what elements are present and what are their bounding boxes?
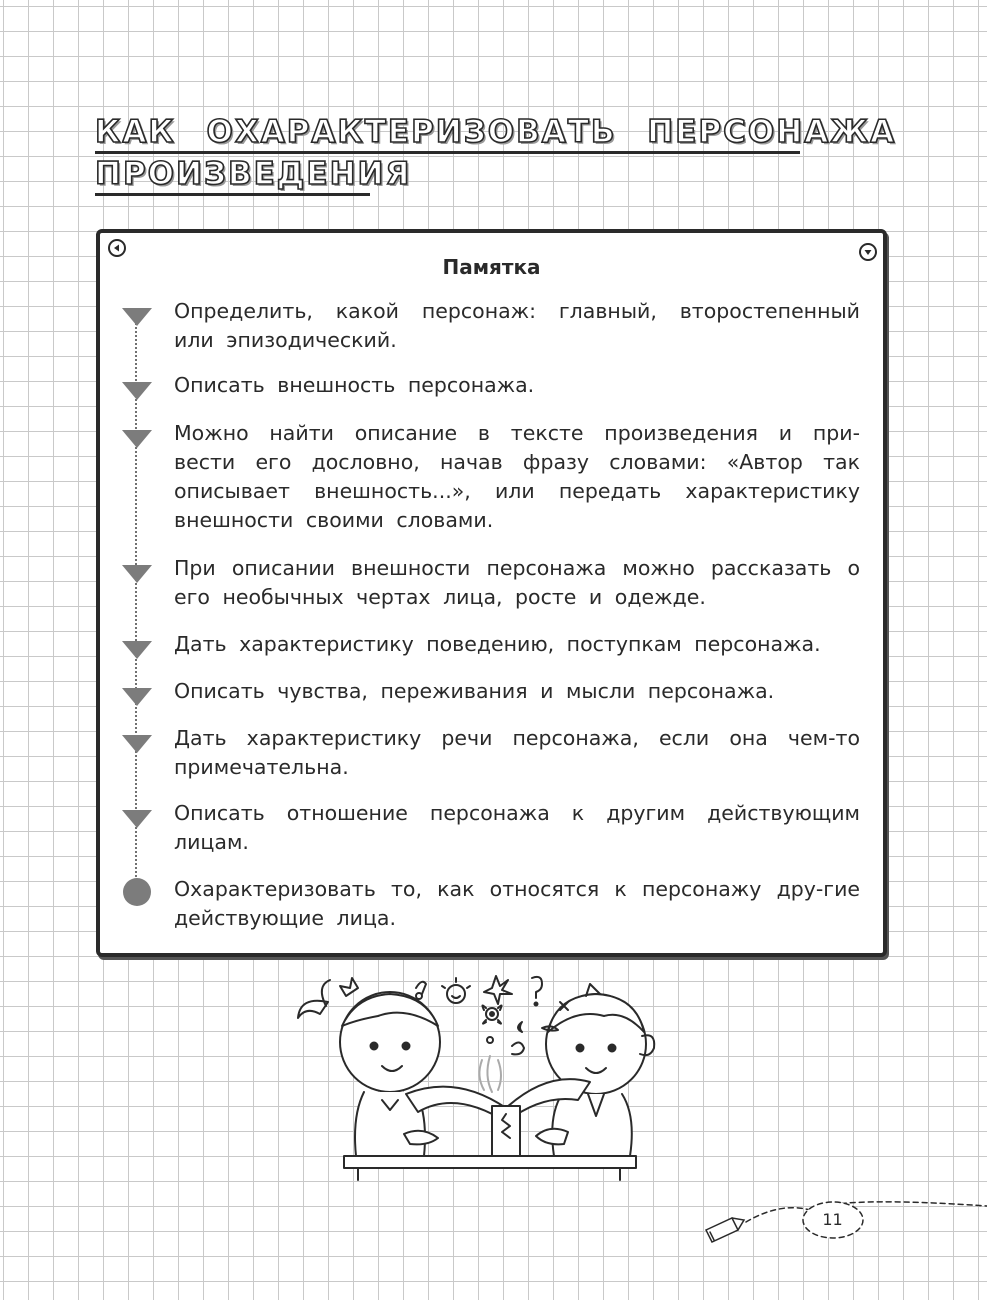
list-item: Охарактеризовать то, как относятся к персонажу дру-гие действующие лица. — [174, 877, 860, 930]
triangle-bullet-icon — [122, 810, 152, 828]
list-item: Определить, какой персонаж: главный, второстепенный или эпизодический. — [174, 299, 860, 352]
memo-card — [96, 229, 887, 957]
list-item: Описать чувства, переживания и мысли персонажа. — [174, 679, 775, 703]
list-item: Описать внешность персонажа. — [174, 373, 535, 397]
list-item: Можно найти описание в тексте произведения и при-вести его дословно, начав фразу словами: «Автор так описывает внешность...», или передать характеристику внешности своими словами. — [174, 421, 860, 532]
triangle-bullet-icon — [122, 688, 152, 706]
triangle-bullet-icon — [122, 641, 152, 659]
triangle-bullet-icon — [122, 430, 152, 448]
list-item: При описании внешности персонажа можно рассказать о его необычных чертах лица, росте и одежде. — [174, 556, 860, 609]
circle-bullet-icon — [123, 878, 151, 906]
triangle-bullet-icon — [122, 565, 152, 583]
triangle-bullet-icon — [122, 382, 152, 400]
memo-heading: Памятка — [442, 255, 541, 279]
list-item: Дать характеристику речи персонажа, если она чем-то примечательна. — [174, 726, 860, 779]
triangle-bullet-icon — [122, 308, 152, 326]
triangle-bullet-icon — [122, 735, 152, 753]
page-title — [95, 112, 897, 194]
page-number: 11 — [822, 1210, 843, 1229]
list-item: Описать отношение персонажа к другим действующим лицам. — [174, 801, 860, 854]
list-item: Дать характеристику поведению, поступкам персонажа. — [174, 632, 821, 656]
pencil-icon — [706, 1218, 744, 1242]
page-title-line-1: КАК ОХАРАКТЕРИЗОВАТЬ ПЕРСОНАЖА — [95, 112, 805, 152]
children-reading-book-illustration — [286, 966, 690, 1188]
page-title-line-2: ПРОИЗВЕДЕНИЯ — [95, 154, 805, 194]
